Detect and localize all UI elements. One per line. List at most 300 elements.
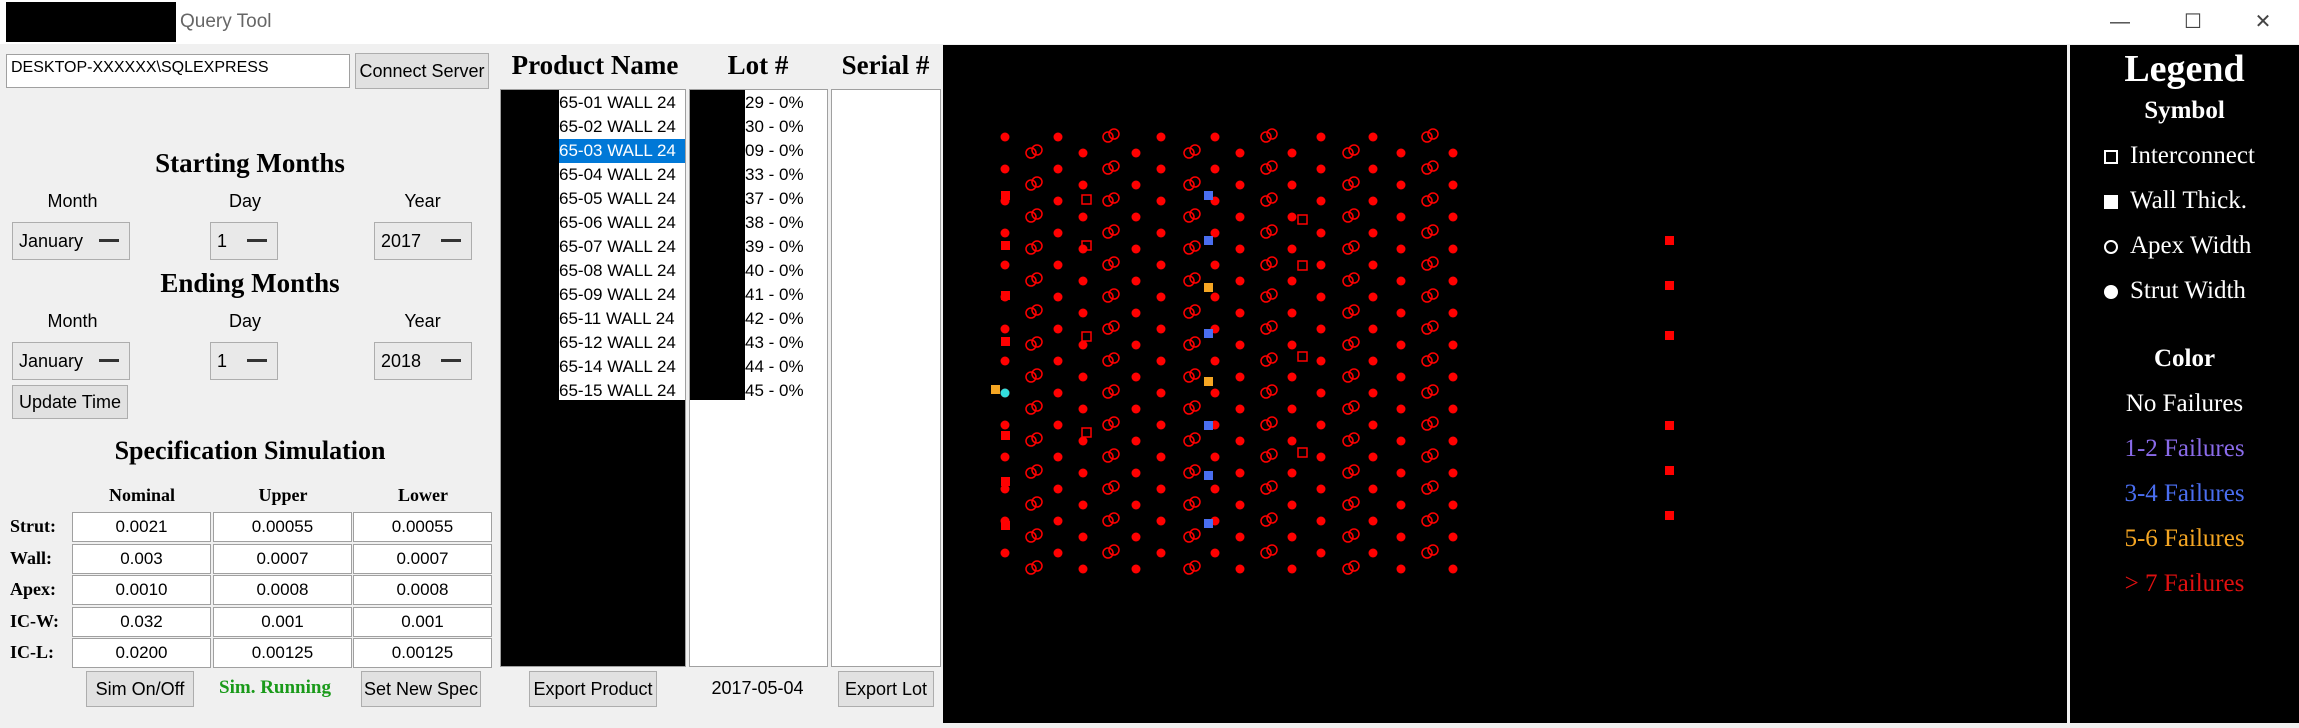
strut-marker xyxy=(1132,565,1141,574)
apex-marker xyxy=(1349,241,1359,251)
lot-list-item[interactable]: 44 - 0% xyxy=(745,357,804,376)
apex-marker xyxy=(1103,324,1113,334)
chevron-down-icon xyxy=(441,359,461,362)
strut-marker xyxy=(1079,405,1088,414)
strut-marker xyxy=(1449,533,1458,542)
apex-marker xyxy=(1032,305,1042,315)
strut-marker xyxy=(1288,309,1297,318)
product-list-item[interactable]: 65-11 WALL 24 xyxy=(559,309,675,328)
apex-marker xyxy=(1267,289,1277,299)
strut-marker xyxy=(1132,245,1141,254)
wall-marker xyxy=(1665,511,1674,520)
apex-marker xyxy=(1026,308,1036,318)
apex-marker xyxy=(1184,404,1194,414)
apex-marker xyxy=(1267,321,1277,331)
export-lot-button[interactable]: Export Lot xyxy=(838,671,934,707)
strut-marker xyxy=(1397,565,1406,574)
apex-marker xyxy=(1026,436,1036,446)
strut-marker xyxy=(1288,501,1297,510)
apex-marker xyxy=(1343,340,1353,350)
apex-marker xyxy=(1349,497,1359,507)
lot-list-item[interactable]: 45 - 0% xyxy=(745,381,804,400)
wall-marker xyxy=(1204,519,1213,528)
spec-col-upper: Upper xyxy=(258,485,308,505)
strut-marker xyxy=(1449,245,1458,254)
product-list-item[interactable]: 65-06 WALL 24 xyxy=(559,213,676,232)
apex-marker xyxy=(1267,385,1277,395)
start-month-select[interactable] xyxy=(12,222,130,260)
apex-marker xyxy=(1428,161,1438,171)
serial-listbox[interactable] xyxy=(831,89,941,667)
filled-square-icon xyxy=(2104,195,2118,209)
apex-marker xyxy=(1428,481,1438,491)
strut-marker xyxy=(1132,149,1141,158)
strut-marker xyxy=(1132,309,1141,318)
apex-marker xyxy=(1261,420,1271,430)
apex-marker xyxy=(1026,212,1036,222)
wall-marker xyxy=(1665,281,1674,290)
apex-marker xyxy=(1032,561,1042,571)
strut-marker xyxy=(1211,293,1220,302)
strut-marker xyxy=(1317,453,1326,462)
product-list-item[interactable]: 65-14 WALL 24 xyxy=(559,357,676,376)
set-new-spec-button[interactable]: Set New Spec xyxy=(361,671,481,707)
spec-cell-input[interactable]: 0.0200 xyxy=(72,638,211,668)
spec-col-nominal: Nominal xyxy=(108,485,175,505)
strut-marker xyxy=(1157,485,1166,494)
apex-marker xyxy=(1109,545,1119,555)
product-list-item[interactable]: 65-01 WALL 24 xyxy=(559,93,676,112)
legend-symbol-label: Strut Width xyxy=(2130,277,2246,304)
apex-marker xyxy=(1032,401,1042,411)
strut-marker xyxy=(1449,149,1458,158)
strut-marker xyxy=(1236,565,1245,574)
apex-marker xyxy=(1261,132,1271,142)
strut-marker xyxy=(1157,549,1166,558)
product-list-item[interactable]: 65-02 WALL 24 xyxy=(559,117,676,136)
strut-marker xyxy=(1079,437,1088,446)
strut-marker xyxy=(1132,469,1141,478)
strut-marker xyxy=(1157,165,1166,174)
strut-marker xyxy=(1288,277,1297,286)
strut-marker xyxy=(1397,309,1406,318)
lot-listbox[interactable] xyxy=(689,89,828,667)
chevron-down-icon xyxy=(247,239,267,242)
apex-marker xyxy=(1184,244,1194,254)
apex-marker xyxy=(1261,164,1271,174)
apex-marker xyxy=(1032,177,1042,187)
apex-marker xyxy=(1428,321,1438,331)
sim-toggle-button[interactable]: Sim On/Off xyxy=(86,671,194,707)
apex-marker xyxy=(1184,148,1194,158)
lot-list-item[interactable]: 33 - 0% xyxy=(745,165,804,184)
spec-cell-input[interactable]: 0.0007 xyxy=(353,544,492,574)
apex-marker xyxy=(1261,324,1271,334)
hollow-circle-icon xyxy=(2104,240,2118,254)
strut-marker xyxy=(1369,421,1378,430)
spec-cell-input[interactable]: 0.00125 xyxy=(213,638,352,668)
strut-marker xyxy=(1236,501,1245,510)
chevron-down-icon xyxy=(441,239,461,242)
strut-marker xyxy=(1397,437,1406,446)
apex-marker xyxy=(1103,548,1113,558)
apex-marker xyxy=(1026,276,1036,286)
spec-cell-input[interactable]: 0.00055 xyxy=(353,512,492,542)
strut-marker xyxy=(1001,229,1010,238)
strut-marker xyxy=(1079,213,1088,222)
strut-marker xyxy=(1449,309,1458,318)
strut-marker xyxy=(1317,293,1326,302)
strut-marker xyxy=(1449,181,1458,190)
strut-marker xyxy=(1001,165,1010,174)
color-heading: Color xyxy=(2153,345,2216,372)
apex-marker xyxy=(1267,545,1277,555)
wall-marker xyxy=(1204,329,1213,338)
strut-marker xyxy=(1288,533,1297,542)
spec-cell-input[interactable]: 0.032 xyxy=(72,607,211,637)
wafer-plot-canvas[interactable] xyxy=(943,45,2067,723)
strut-marker xyxy=(1369,549,1378,558)
apex-marker xyxy=(1428,449,1438,459)
start-year-select[interactable] xyxy=(374,222,472,260)
wall-marker xyxy=(991,385,1000,394)
apex-marker xyxy=(1428,385,1438,395)
lot-list-item[interactable]: 29 - 0% xyxy=(745,93,804,112)
filled-circle-icon xyxy=(2104,285,2118,299)
starting-months-heading: Starting Months xyxy=(155,148,345,178)
strut-marker xyxy=(1288,437,1297,446)
lot-list-item[interactable]: 37 - 0% xyxy=(745,189,804,208)
interconnect-marker xyxy=(1298,261,1307,270)
apex-marker xyxy=(1267,449,1277,459)
interconnect-marker xyxy=(1298,448,1307,457)
apex-marker xyxy=(1349,145,1359,155)
apex-marker xyxy=(1190,241,1200,251)
apex-marker xyxy=(1267,129,1277,139)
wall-marker xyxy=(1204,421,1213,430)
minimize-button[interactable]: — xyxy=(2110,11,2130,33)
end-month-select[interactable] xyxy=(12,342,130,380)
legend-strut-width xyxy=(2104,277,2246,305)
apex-marker xyxy=(1184,212,1194,222)
product-list-item[interactable]: 65-07 WALL 24 xyxy=(559,237,676,256)
lot-list-item[interactable]: 39 - 0% xyxy=(745,237,804,256)
apex-marker xyxy=(1103,292,1113,302)
strut-marker xyxy=(1079,309,1088,318)
apex-marker xyxy=(1261,484,1271,494)
strut-marker xyxy=(1236,245,1245,254)
strut-marker xyxy=(1369,165,1378,174)
apex-marker xyxy=(1343,500,1353,510)
spec-col-lower: Lower xyxy=(398,485,448,505)
spec-cell-input[interactable]: 0.001 xyxy=(213,607,352,637)
hollow-square-icon xyxy=(2104,150,2118,164)
apex-marker xyxy=(1267,417,1277,427)
spec-cell-input[interactable]: 0.0021 xyxy=(72,512,211,542)
apex-marker xyxy=(1109,193,1119,203)
spec-cell-input[interactable]: 0.0010 xyxy=(72,575,211,605)
product-name-header: Product Name xyxy=(511,50,679,80)
end-day-label: Day xyxy=(228,311,261,331)
apex-marker xyxy=(1422,292,1432,302)
apex-marker xyxy=(1103,420,1113,430)
strut-marker xyxy=(1079,181,1088,190)
apex-marker xyxy=(1032,369,1042,379)
apex-marker xyxy=(1184,564,1194,574)
strut-marker xyxy=(1157,133,1166,142)
apex-marker xyxy=(1103,164,1113,174)
apex-marker xyxy=(1032,241,1042,251)
spec-row-label: IC-W: xyxy=(10,610,59,631)
apex-marker xyxy=(1103,196,1113,206)
apex-marker xyxy=(1190,401,1200,411)
strut-marker xyxy=(1236,149,1245,158)
legend-title: Legend xyxy=(2124,48,2245,90)
apex-marker xyxy=(1343,404,1353,414)
strut-marker xyxy=(1317,389,1326,398)
apex-marker xyxy=(1109,289,1119,299)
apex-marker xyxy=(1343,212,1353,222)
wall-marker xyxy=(1665,466,1674,475)
strut-marker xyxy=(1288,149,1297,158)
lot-list-item[interactable]: 42 - 0% xyxy=(745,309,804,328)
serial-header: Serial # xyxy=(841,50,930,80)
strut-marker xyxy=(1001,549,1010,558)
interconnect-marker xyxy=(1082,428,1091,437)
product-list-item[interactable]: 65-05 WALL 24 xyxy=(559,189,676,208)
apex-marker xyxy=(1261,196,1271,206)
end-year-value: 2018 xyxy=(381,351,422,371)
strut-marker xyxy=(1079,565,1088,574)
apex-marker xyxy=(1422,356,1432,366)
start-day-value: 1 xyxy=(217,231,228,251)
wall-marker xyxy=(1204,191,1213,200)
strut-marker xyxy=(1397,213,1406,222)
strut-marker xyxy=(1317,549,1326,558)
apex-marker xyxy=(1261,516,1271,526)
product-list-item[interactable]: 65-09 WALL 24 xyxy=(559,285,676,304)
strut-marker xyxy=(1132,213,1141,222)
end-month-value: January xyxy=(19,351,84,371)
strut-marker xyxy=(1397,405,1406,414)
strut-marker xyxy=(1449,277,1458,286)
spec-row-label: Wall: xyxy=(10,547,53,568)
strut-marker xyxy=(1054,293,1063,302)
product-listbox[interactable] xyxy=(500,89,686,667)
apex-marker xyxy=(1184,372,1194,382)
strut-marker xyxy=(1317,197,1326,206)
apex-marker xyxy=(1032,433,1042,443)
spec-cell-input[interactable]: 0.0007 xyxy=(213,544,352,574)
spec-cell-input[interactable]: 0.0008 xyxy=(353,575,492,605)
apex-marker xyxy=(1343,372,1353,382)
apex-marker xyxy=(1109,449,1119,459)
spec-cell-input[interactable]: 0.001 xyxy=(353,607,492,637)
apex-marker xyxy=(1422,196,1432,206)
strut-marker xyxy=(1054,485,1063,494)
apex-marker xyxy=(1422,260,1432,270)
product-list-item[interactable]: 65-15 WALL 24 xyxy=(559,381,676,400)
strut-marker xyxy=(1054,389,1063,398)
interconnect-marker xyxy=(1082,195,1091,204)
apex-marker xyxy=(1428,353,1438,363)
strut-marker xyxy=(1449,341,1458,350)
apex-marker xyxy=(1032,145,1042,155)
title-bar xyxy=(0,0,2299,44)
strut-marker xyxy=(1317,261,1326,270)
strut-marker xyxy=(1369,325,1378,334)
server-input[interactable]: DESKTOP-XXXXXX\SQLEXPRESS xyxy=(6,54,350,88)
strut-marker xyxy=(1317,133,1326,142)
strut-marker xyxy=(1211,357,1220,366)
strut-marker xyxy=(1288,405,1297,414)
strut-marker xyxy=(1132,437,1141,446)
strut-marker xyxy=(1288,373,1297,382)
strut-marker xyxy=(1288,213,1297,222)
legend-color-item: 3-4 Failures xyxy=(2124,480,2245,507)
strut-marker xyxy=(1054,133,1063,142)
apex-marker xyxy=(1343,308,1353,318)
apex-marker xyxy=(1261,292,1271,302)
strut-marker xyxy=(1397,469,1406,478)
lot-list-item[interactable]: 38 - 0% xyxy=(745,213,804,232)
apex-marker xyxy=(1190,145,1200,155)
strut-marker xyxy=(1236,309,1245,318)
strut-marker xyxy=(1369,357,1378,366)
update-time-button[interactable]: Update Time xyxy=(12,385,128,419)
lot-items xyxy=(745,91,827,403)
lot-list-item[interactable]: 09 - 0% xyxy=(745,141,804,160)
apex-marker xyxy=(1422,452,1432,462)
strut-marker xyxy=(1449,213,1458,222)
apex-marker xyxy=(1103,228,1113,238)
strut-marker xyxy=(1288,181,1297,190)
connect-server-button[interactable]: Connect Server xyxy=(355,53,489,89)
start-month-label: Month xyxy=(47,191,98,211)
apex-marker xyxy=(1026,244,1036,254)
apex-marker xyxy=(1190,529,1200,539)
strut-marker xyxy=(1288,565,1297,574)
export-product-button[interactable]: Export Product xyxy=(529,671,657,707)
apex-marker xyxy=(1026,148,1036,158)
apex-marker xyxy=(1026,404,1036,414)
spec-cell-input[interactable]: 0.00055 xyxy=(213,512,352,542)
lot-list-item[interactable]: 41 - 0% xyxy=(745,285,804,304)
strut-marker xyxy=(1317,517,1326,526)
spec-cell-input[interactable]: 0.003 xyxy=(72,544,211,574)
strut-marker xyxy=(1132,341,1141,350)
product-list-item[interactable]: 65-08 WALL 24 xyxy=(559,261,676,280)
symbol-heading: Symbol xyxy=(2144,97,2225,124)
strut-marker xyxy=(1288,245,1297,254)
strut-marker xyxy=(1157,325,1166,334)
strut-marker xyxy=(1317,325,1326,334)
spec-cell-input[interactable]: 0.0008 xyxy=(213,575,352,605)
strut-marker xyxy=(1157,389,1166,398)
apex-marker xyxy=(1190,369,1200,379)
apex-marker xyxy=(1103,356,1113,366)
strut-marker xyxy=(1211,453,1220,462)
spec-cell-input[interactable]: 0.00125 xyxy=(353,638,492,668)
strut-marker xyxy=(1397,341,1406,350)
strut-marker xyxy=(1397,181,1406,190)
legend-panel xyxy=(2070,45,2299,723)
apex-marker xyxy=(1349,369,1359,379)
strut-marker xyxy=(1079,245,1088,254)
apex-marker xyxy=(1428,257,1438,267)
apex-marker xyxy=(1422,388,1432,398)
end-year-select[interactable] xyxy=(374,342,472,380)
apex-marker xyxy=(1109,129,1119,139)
start-day-select[interactable] xyxy=(210,222,278,260)
strut-marker xyxy=(1132,405,1141,414)
legend-color-item: 1-2 Failures xyxy=(2124,435,2245,462)
apex-marker xyxy=(1190,561,1200,571)
strut-marker xyxy=(1054,421,1063,430)
strut-marker xyxy=(1211,261,1220,270)
strut-marker xyxy=(1054,357,1063,366)
lot-header: Lot # xyxy=(727,50,789,80)
apex-marker xyxy=(1343,532,1353,542)
close-button[interactable]: ✕ xyxy=(2254,11,2272,33)
apex-marker xyxy=(1032,337,1042,347)
lot-list-item[interactable]: 30 - 0% xyxy=(745,117,804,136)
maximize-button[interactable]: ☐ xyxy=(2184,11,2202,33)
strut-marker xyxy=(1079,501,1088,510)
apex-marker xyxy=(1190,433,1200,443)
start-month-value: January xyxy=(19,231,84,251)
apex-marker xyxy=(1184,276,1194,286)
strut-marker xyxy=(1132,501,1141,510)
apex-marker xyxy=(1428,513,1438,523)
apex-marker xyxy=(1261,260,1271,270)
legend-color-item: No Failures xyxy=(2125,390,2244,417)
lot-list-item[interactable]: 40 - 0% xyxy=(745,261,804,280)
product-list-item[interactable]: 65-04 WALL 24 xyxy=(559,165,676,184)
end-day-select[interactable] xyxy=(210,342,278,380)
strut-marker xyxy=(1397,277,1406,286)
strut-marker xyxy=(1079,341,1088,350)
apex-marker xyxy=(1349,177,1359,187)
apex-marker xyxy=(1026,500,1036,510)
apex-marker xyxy=(1267,513,1277,523)
apex-marker xyxy=(1109,321,1119,331)
apex-marker xyxy=(1190,273,1200,283)
apex-marker xyxy=(1032,273,1042,283)
apex-marker xyxy=(1343,244,1353,254)
product-list-item[interactable]: 65-12 WALL 24 xyxy=(559,333,676,352)
strut-marker xyxy=(1157,229,1166,238)
strut-marker xyxy=(1211,165,1220,174)
apex-marker xyxy=(1026,564,1036,574)
product-list-item[interactable]: 65-03 WALL 24 xyxy=(559,139,685,163)
legend-symbol-label: Apex Width xyxy=(2130,232,2252,259)
spec-row-label: Apex: xyxy=(10,579,56,599)
apex-marker xyxy=(1349,209,1359,219)
legend-interconnect xyxy=(2104,142,2255,170)
interconnect-marker xyxy=(1298,215,1307,224)
apex-marker xyxy=(1109,417,1119,427)
apex-marker xyxy=(1103,516,1113,526)
apex-marker xyxy=(1428,545,1438,555)
lot-list-item[interactable]: 43 - 0% xyxy=(745,333,804,352)
strut-marker xyxy=(1369,453,1378,462)
apex-marker xyxy=(1184,468,1194,478)
legend-apex-width xyxy=(2104,232,2251,260)
strut-marker xyxy=(1397,245,1406,254)
strut-marker xyxy=(1369,517,1378,526)
strut-marker xyxy=(1449,437,1458,446)
